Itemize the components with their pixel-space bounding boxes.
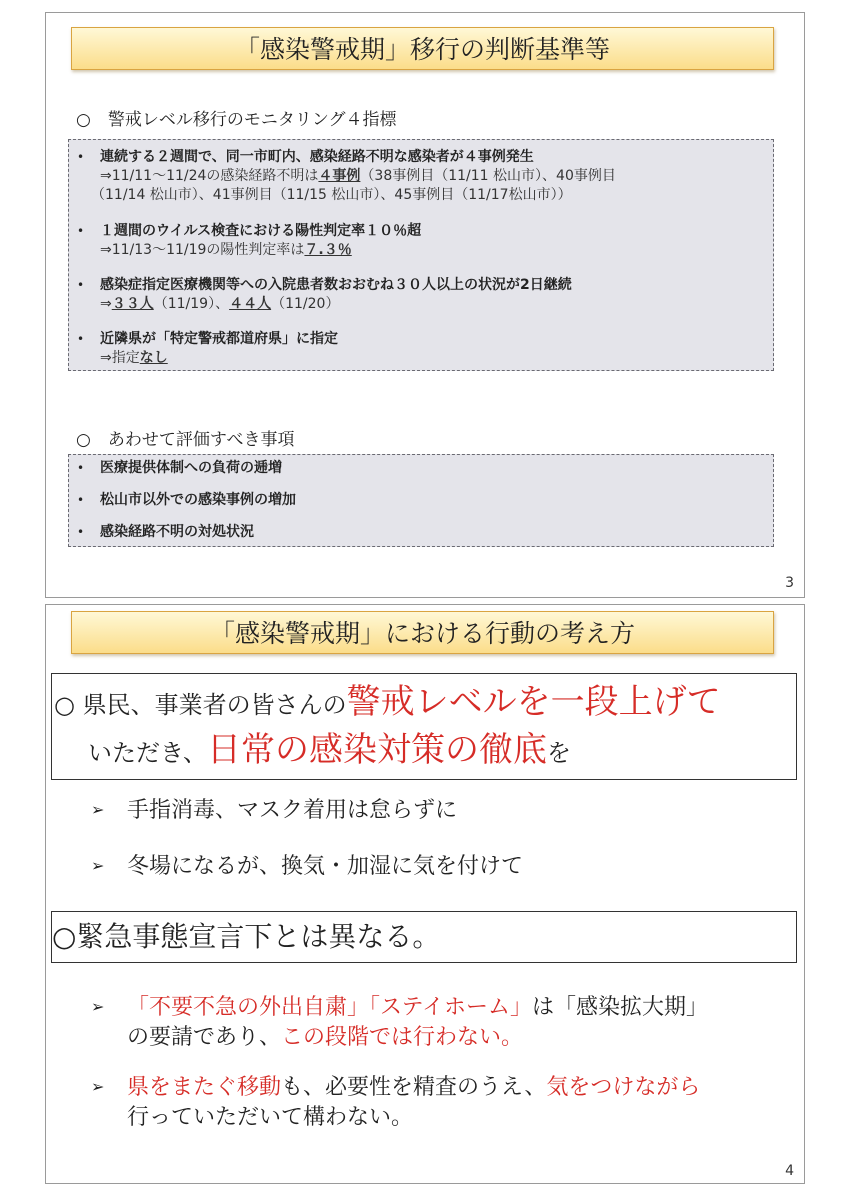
key-message-line-2: いただき、日常の感染対策の徹底を (88, 730, 572, 770)
page-number: 3 (785, 575, 794, 591)
indicator-detail: ⇒３３人（11/19）、４４人（11/20） (100, 296, 340, 312)
bullet-icon: • (77, 493, 85, 507)
indicator-item-1 (75, 148, 767, 205)
arrow-bullet-icon: ➢ (91, 800, 105, 819)
action-bullet-2: ➢ 冬場になるが、換気・加湿に気を付けて (91, 851, 523, 882)
indicator-heading: 連続する２週間で、同一市町内、感染経路不明な感染者が４事例発生 (100, 149, 534, 165)
indicator-heading: 近隣県が「特定警戒都道府県」に指定 (100, 331, 338, 347)
monitoring-indicators-box (68, 139, 774, 371)
action-bullet-3: ➢ 「不要不急の外出自粛」「ステイホーム」は「感染拡大期」 の要請であり、この段階では行わない。 (91, 992, 708, 1053)
indicator-heading: １週間のウイルス検査における陽性判定率１０％超 (100, 223, 422, 239)
slide-4-title: 「感染警戒期」における行動の考え方 (71, 611, 774, 654)
action-bullet-4: ➢ 県をまたぐ移動も、必要性を精査のうえ、気をつけながら 行っていただいて構わない。 (91, 1072, 700, 1133)
evaluation-item (75, 459, 767, 478)
indicator-detail: ⇒11/13～11/19の陽性判定率は７.３％ (100, 242, 352, 258)
bullet-icon: • (77, 150, 85, 164)
evaluation-items-box (68, 454, 774, 547)
difference-statement-box (51, 911, 797, 963)
indicator-item-3 (75, 276, 767, 314)
arrow-bullet-icon: ➢ (91, 997, 105, 1016)
indicator-heading: 感染症指定医療機関等への入院患者数おおむね３０人以上の状況が2日継続 (100, 277, 572, 293)
bullet-icon: • (77, 278, 85, 292)
bullet-icon: • (77, 525, 85, 539)
evaluation-item-text: 医療提供体制への負荷の逓増 (100, 460, 282, 476)
key-message-line-1: ○ 県民、事業者の皆さんの警戒レベルを一段上げて (54, 682, 721, 722)
evaluation-item (75, 491, 767, 510)
slide-4 (45, 604, 805, 1184)
key-message-box (51, 673, 797, 780)
indicator-detail: ⇒指定なし (100, 350, 168, 366)
evaluation-item-text: 松山市以外での感染事例の増加 (100, 492, 296, 508)
evaluation-item-text: 感染経路不明の対処状況 (100, 524, 254, 540)
action-bullet-1: ➢ 手指消毒、マスク着用は怠らずに (91, 795, 457, 826)
indicator-item-2 (75, 222, 767, 260)
monitoring-indicators-heading: ○ 警戒レベル移行のモニタリング４指標 (76, 110, 397, 130)
evaluation-item (75, 523, 767, 542)
slide-3-title: 「感染警戒期」移行の判断基準等 (71, 27, 774, 70)
difference-statement: ○緊急事態宣言下とは異なる。 (52, 920, 441, 953)
indicator-detail: ⇒11/11～11/24の感染経路不明は４事例（38事例目（11/11 松山市）、40事例目 (100, 168, 616, 184)
bullet-icon: • (77, 224, 85, 238)
arrow-bullet-icon: ➢ (91, 856, 105, 875)
arrow-bullet-icon: ➢ (91, 1077, 105, 1096)
bullet-icon: • (77, 461, 85, 475)
page-number: 4 (785, 1163, 794, 1179)
indicator-detail-line2: （11/14 松山市）、41事例目（11/15 松山市）、45事例目（11/17松山市）） (91, 187, 572, 203)
slide-3 (45, 12, 805, 598)
bullet-icon: • (77, 332, 85, 346)
evaluation-items-heading: ○ あわせて評価すべき事項 (76, 430, 295, 450)
indicator-item-4 (75, 330, 767, 368)
